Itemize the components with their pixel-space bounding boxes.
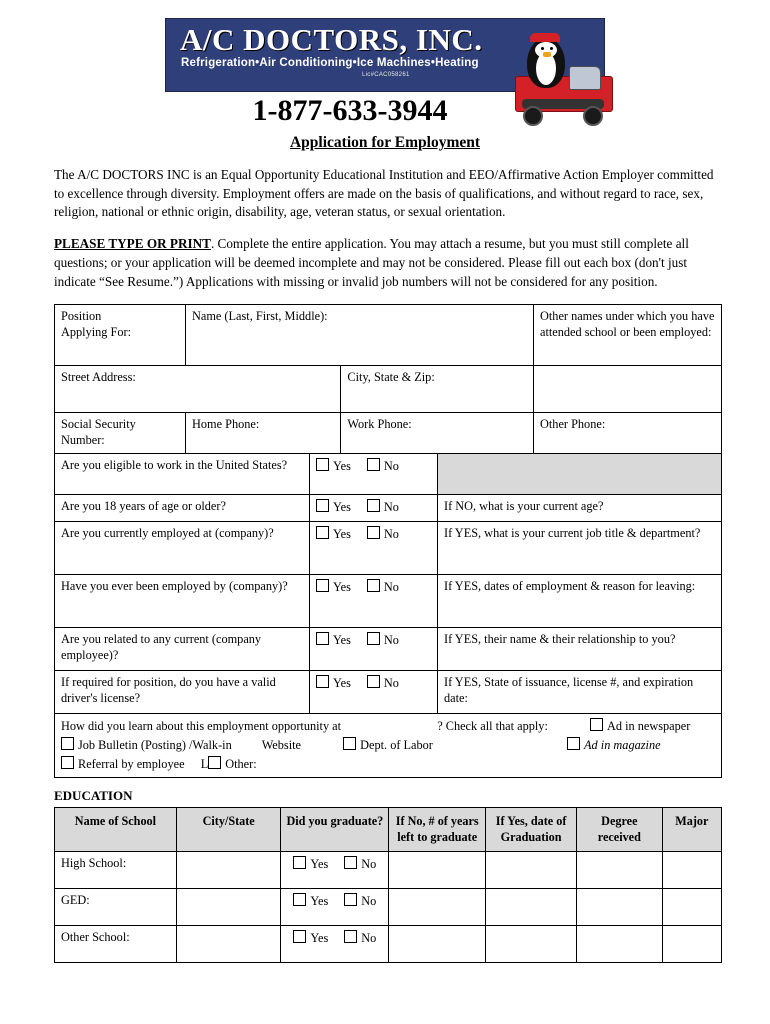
- table-row: [55, 305, 722, 366]
- yes-checkbox[interactable]: [316, 458, 329, 471]
- city-state-cell[interactable]: [176, 851, 281, 888]
- column-header-major: Major: [662, 808, 721, 852]
- followup-cell[interactable]: [438, 628, 722, 671]
- yes-checkbox[interactable]: [293, 856, 306, 869]
- question-cell: [55, 671, 310, 714]
- major-cell[interactable]: [662, 925, 721, 962]
- school-label: Other School:: [61, 929, 130, 944]
- company-services: Refrigeration•Air Conditioning•Ice Machines•Heating: [181, 56, 479, 69]
- degree-cell[interactable]: [577, 851, 663, 888]
- school-name-cell[interactable]: [55, 925, 177, 962]
- table-row: [55, 714, 722, 778]
- table-row: [55, 454, 722, 495]
- other-phone-label: Other Phone:: [540, 417, 606, 432]
- followup-text: If NO, what is your current age?: [444, 499, 604, 514]
- yes-checkbox[interactable]: [316, 526, 329, 539]
- question-cell: [55, 628, 310, 671]
- question-cell: [55, 522, 310, 575]
- yes-label: Yes: [310, 893, 329, 908]
- table-row: [55, 671, 722, 714]
- yes-checkbox[interactable]: [293, 893, 306, 906]
- followup-text: If YES, State of issuance, license #, and expiration date:: [444, 675, 694, 706]
- street-address-label: Street Address:: [61, 370, 136, 385]
- other-names-cell-continued[interactable]: [534, 366, 722, 413]
- position-applying-for-cell[interactable]: [55, 305, 186, 366]
- question-text: Are you related to any current (company employee)?: [61, 632, 262, 663]
- yes-checkbox[interactable]: [293, 930, 306, 943]
- followup-cell[interactable]: [438, 495, 722, 522]
- question-cell: [55, 454, 310, 495]
- school-name-cell[interactable]: [55, 851, 177, 888]
- company-header: [165, 18, 605, 128]
- home-phone-label: Home Phone:: [192, 417, 260, 432]
- followup-text: If YES, dates of employment & reason for leaving:: [444, 579, 696, 594]
- yes-no-cell: [310, 671, 438, 714]
- yes-label: Yes: [333, 527, 351, 542]
- full-name-cell[interactable]: [186, 305, 534, 366]
- company-license: Lic#CAC058261: [362, 71, 410, 78]
- question-text: Are you 18 years of age or older?: [61, 499, 226, 514]
- ad-in-newspaper-label: Ad in newspaper: [607, 719, 691, 734]
- ssn-cell[interactable]: [55, 413, 186, 454]
- no-checkbox[interactable]: [367, 579, 380, 592]
- ssn-label: Social Security Number:: [61, 417, 136, 448]
- no-label: No: [361, 930, 377, 945]
- column-header-did-you-graduate: Did you graduate?: [281, 808, 389, 852]
- referral-name-blank: L: [200, 757, 209, 772]
- followup-cell[interactable]: [438, 575, 722, 628]
- major-cell[interactable]: [662, 888, 721, 925]
- position-label-line1: Position: [61, 309, 102, 324]
- street-address-cell[interactable]: [55, 366, 341, 413]
- no-label: No: [361, 856, 377, 871]
- table-row: [55, 522, 722, 575]
- other-checkbox[interactable]: [208, 756, 221, 769]
- ad-in-newspaper-checkbox[interactable]: [590, 718, 603, 731]
- other-phone-cell[interactable]: [534, 413, 722, 454]
- table-row: [55, 925, 722, 962]
- yes-no-cell: [310, 495, 438, 522]
- degree-cell[interactable]: [577, 925, 663, 962]
- website-label: Website: [261, 738, 301, 753]
- city-state-zip-cell[interactable]: [341, 366, 534, 413]
- yes-label: Yes: [333, 580, 351, 595]
- education-heading: EDUCATION: [54, 788, 133, 804]
- referral-by-employee-checkbox[interactable]: [61, 756, 74, 769]
- name-label: Name (Last, First, Middle):: [192, 309, 328, 324]
- yes-checkbox[interactable]: [316, 579, 329, 592]
- no-label: No: [383, 527, 399, 542]
- other-names-cell[interactable]: [534, 305, 722, 366]
- column-header-degree-received: Degree received: [577, 808, 663, 852]
- page-title: Application for Employment: [289, 134, 481, 151]
- eligibility-questions-table: [54, 453, 722, 778]
- table-row: [55, 628, 722, 671]
- yes-no-cell: [310, 454, 438, 495]
- table-header-row: [55, 808, 722, 852]
- applicant-info-table: [54, 304, 722, 454]
- other-names-label: Other names under which you have attended school or been employed:: [540, 309, 715, 340]
- referral-prompt-end: ? Check all that apply:: [437, 719, 548, 734]
- no-label: No: [383, 633, 399, 648]
- other-label: Other:: [225, 757, 257, 772]
- referral-prompt: How did you learn about this employment opportunity at: [61, 719, 342, 734]
- yes-label: Yes: [333, 459, 351, 474]
- graduation-date-cell[interactable]: [486, 851, 577, 888]
- intro-paragraph-2: [54, 235, 714, 291]
- dept-of-labor-checkbox[interactable]: [343, 737, 356, 750]
- referral-by-employee-label: Referral by employee: [78, 757, 185, 772]
- yes-label: Yes: [333, 633, 351, 648]
- company-name: A/C DOCTORS, INC.: [180, 22, 483, 57]
- followup-cell[interactable]: [438, 522, 722, 575]
- major-cell[interactable]: [662, 851, 721, 888]
- school-name-cell[interactable]: [55, 888, 177, 925]
- intro-paragraph-1: The A/C DOCTORS INC is an Equal Opportunity Educational Institution and EEO/Affirmative Action Employer committed to excellence through diversity. Employment offers are made on the basis of qualifications, and without regard to race, sex, religion, national or ethnic origin, disability, age, veteran status, or sexual orientation.: [54, 167, 714, 220]
- work-phone-cell[interactable]: [341, 413, 534, 454]
- city-state-zip-label: City, State & Zip:: [347, 370, 435, 385]
- yes-label: Yes: [333, 500, 351, 515]
- company-phone: 1-877-633-3944: [252, 94, 448, 127]
- followup-text: If YES, their name & their relationship to you?: [444, 632, 676, 647]
- no-checkbox[interactable]: [367, 499, 380, 512]
- yes-label: Yes: [333, 676, 351, 691]
- table-row: [55, 575, 722, 628]
- referral-options-line-3: [61, 756, 715, 773]
- table-row: [55, 366, 722, 413]
- ad-in-magazine-label: Ad in magazine: [584, 738, 661, 753]
- no-checkbox[interactable]: [344, 856, 357, 869]
- column-header-name-of-school: Name of School: [55, 808, 177, 852]
- no-checkbox[interactable]: [344, 893, 357, 906]
- work-phone-label: Work Phone:: [347, 417, 412, 432]
- school-label: GED:: [61, 892, 90, 907]
- no-checkbox[interactable]: [367, 675, 380, 688]
- question-text: If required for position, do you have a valid driver's license?: [61, 675, 276, 706]
- ad-in-magazine-checkbox[interactable]: [567, 737, 580, 750]
- no-checkbox[interactable]: [367, 526, 380, 539]
- no-label: No: [361, 893, 377, 908]
- referral-prompt-line: [61, 718, 715, 735]
- yes-checkbox[interactable]: [316, 632, 329, 645]
- graduation-date-cell[interactable]: [486, 888, 577, 925]
- no-checkbox[interactable]: [367, 458, 380, 471]
- city-state-cell[interactable]: [176, 925, 281, 962]
- graduate-yes-no-cell: [281, 851, 389, 888]
- question-text: Have you ever been employed by (company)?: [61, 579, 288, 594]
- job-bulletin-checkbox[interactable]: [61, 737, 74, 750]
- table-row: [55, 851, 722, 888]
- table-row: [55, 413, 722, 454]
- referral-source-cell: [55, 714, 722, 778]
- intro-paragraph-2-text: . Complete the entire application. You may attach a resume, but you must still complete all questions; or your application will be deemed incomplete and may not be considered. Please fill out each box (don't just indicate “See Resume.”) Applications with missing or invalid job numbers will not be considered for any position.: [54, 236, 689, 289]
- city-state-cell[interactable]: [176, 888, 281, 925]
- dept-of-labor-label: Dept. of Labor: [360, 738, 433, 753]
- table-row: [55, 495, 722, 522]
- job-bulletin-label: Job Bulletin (Posting) /Walk-in: [78, 738, 232, 753]
- no-label: No: [383, 500, 399, 515]
- column-header-years-left: If No, # of years left to graduate: [389, 808, 486, 852]
- yes-no-cell: [310, 522, 438, 575]
- graduate-yes-no-cell: [281, 888, 389, 925]
- yes-no-cell: [310, 575, 438, 628]
- school-label: High School:: [61, 855, 127, 870]
- penguin-truck-icon: [497, 32, 617, 137]
- question-text: Are you eligible to work in the United States?: [61, 458, 288, 473]
- yes-checkbox[interactable]: [316, 675, 329, 688]
- no-label: No: [383, 459, 399, 474]
- question-text: Are you currently employed at (company)?: [61, 526, 274, 541]
- no-label: No: [383, 580, 399, 595]
- column-header-city-state: City/State: [176, 808, 281, 852]
- years-left-cell[interactable]: [389, 851, 486, 888]
- years-left-cell[interactable]: [389, 925, 486, 962]
- yes-no-cell: [310, 628, 438, 671]
- degree-cell[interactable]: [577, 888, 663, 925]
- no-checkbox[interactable]: [344, 930, 357, 943]
- position-label-line2: Applying For:: [61, 325, 132, 340]
- question-cell: [55, 575, 310, 628]
- graduation-date-cell[interactable]: [486, 925, 577, 962]
- followup-text: If YES, what is your current job title & department?: [444, 526, 701, 541]
- yes-label: Yes: [310, 856, 329, 871]
- question-cell: [55, 495, 310, 522]
- yes-label: Yes: [310, 930, 329, 945]
- no-checkbox[interactable]: [367, 632, 380, 645]
- column-header-date-of-graduation: If Yes, date of Graduation: [486, 808, 577, 852]
- no-label: No: [383, 676, 399, 691]
- please-type-or-print-notice: PLEASE TYPE OR PRINT: [54, 236, 211, 252]
- table-row: [55, 888, 722, 925]
- home-phone-cell[interactable]: [186, 413, 341, 454]
- education-table: [54, 807, 722, 963]
- yes-checkbox[interactable]: [316, 499, 329, 512]
- followup-cell[interactable]: [438, 671, 722, 714]
- referral-options-line-2: [61, 737, 715, 754]
- years-left-cell[interactable]: [389, 888, 486, 925]
- graduate-yes-no-cell: [281, 925, 389, 962]
- followup-cell: [438, 454, 722, 495]
